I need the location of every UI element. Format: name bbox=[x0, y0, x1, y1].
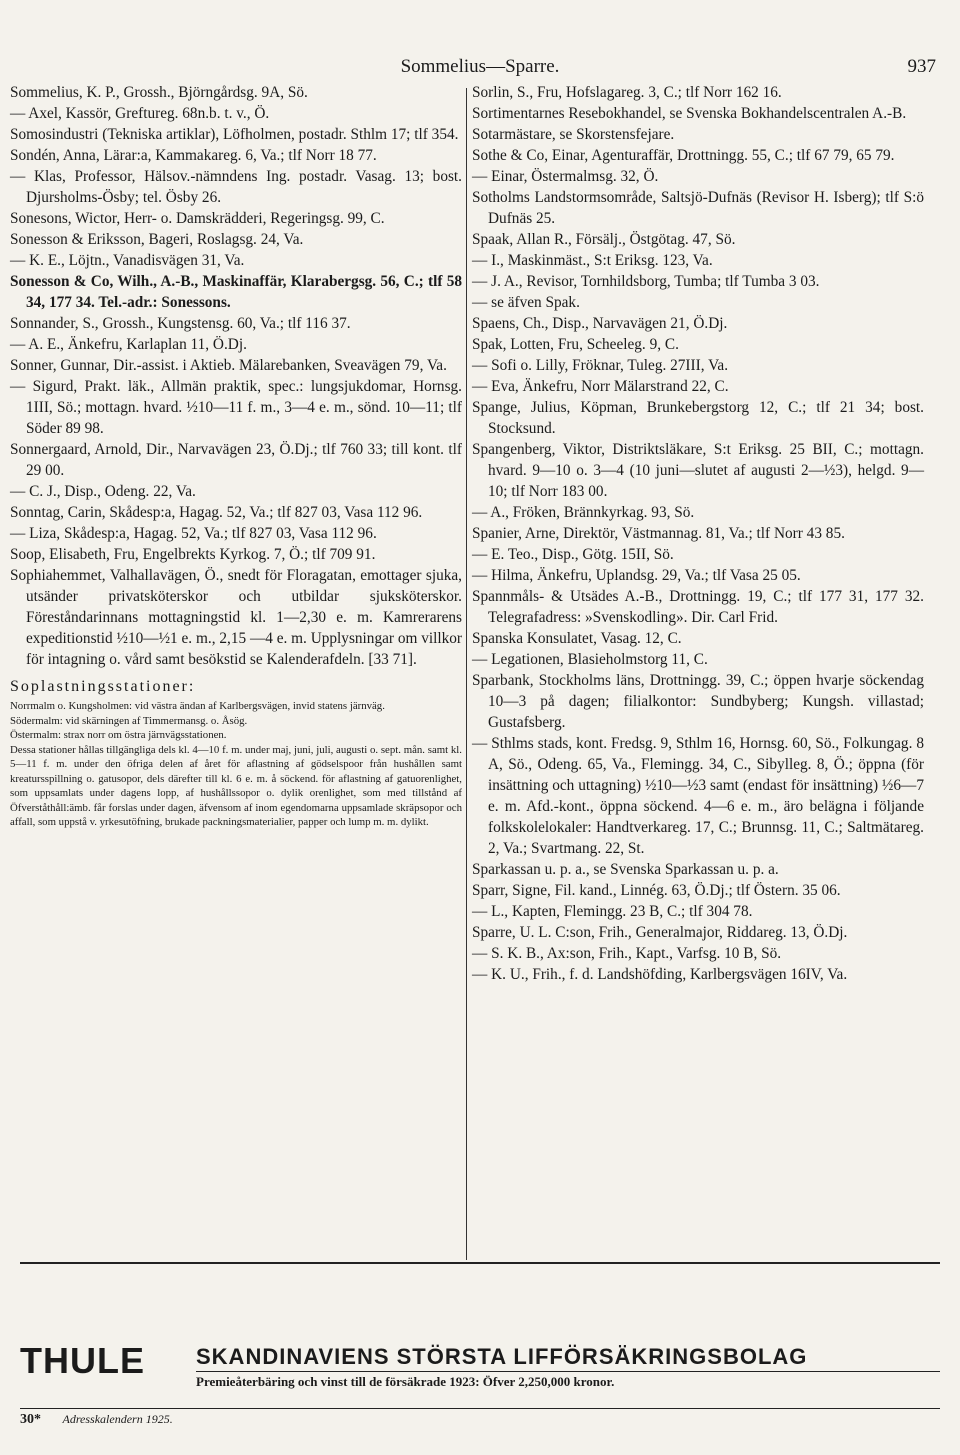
directory-entry: Sondén, Anna, Lärar:a, Kammakareg. 6, Va.; tlf Norr 18 77. bbox=[10, 147, 377, 164]
advertisement bbox=[20, 1340, 940, 1390]
signature-mark: 30* bbox=[20, 1412, 41, 1427]
advert-slogan-rule bbox=[196, 1371, 940, 1372]
directory-entry: — Sigurd, Prakt. läk., Allmän praktik, spec.: lungsjukdomar, Hornsg. 1III, Sö.; mottagn. hvard. ½10—11 f. m., 3—4 e. m., sönd. 10—11; tlf Söder 89 98. bbox=[10, 378, 462, 437]
small-print-paragraph: Norrmalm o. Kungsholmen: vid västra ändan af Karlbergsvägen, invid statens järnväg. bbox=[10, 700, 385, 712]
directory-entry: Spanska Konsulatet, Vasag. 12, C. bbox=[472, 630, 682, 647]
directory-entry: Sotholms Landstormsområde, Saltsjö-Dufnäs (Revisor H. Isberg); tlf S:ö Dufnäs 25. bbox=[472, 189, 924, 227]
directory-entry: — I., Maskinmäst., S:t Eriksg. 123, Va. bbox=[472, 252, 713, 269]
directory-entry: — S. K. B., Ax:son, Frih., Kapt., Varfsg. 10 B, Sö. bbox=[472, 945, 782, 962]
directory-entry: — Einar, Östermalmsg. 32, Ö. bbox=[472, 168, 659, 185]
directory-entry: Sonnergaard, Arnold, Dir., Narvavägen 23, Ö.Dj.; tlf 760 33; till kont. tlf 29 00. bbox=[10, 441, 462, 479]
page-footer bbox=[20, 1412, 173, 1428]
directory-entry: Sotarmästare, se Skorstensfejare. bbox=[472, 126, 675, 143]
advert-brand: THULE bbox=[20, 1340, 145, 1381]
directory-entry: Sommelius, K. P., Grossh., Björngårdsg. 9A, Sö. bbox=[10, 84, 308, 101]
directory-entry: — A. E., Änkefru, Karlaplan 11, Ö.Dj. bbox=[10, 336, 247, 353]
directory-entry: — C. J., Disp., Odeng. 22, Va. bbox=[10, 483, 196, 500]
advert-top-rule bbox=[20, 1262, 940, 1264]
directory-entry: Sparr, Signe, Fil. kand., Linnég. 63, Ö.Dj.; tlf Östern. 35 06. bbox=[472, 882, 841, 899]
publication-name: Adresskalendern 1925. bbox=[62, 1412, 173, 1426]
small-print-paragraph: Södermalm: vid skärningen af Timmermansg. o. Åsög. bbox=[10, 714, 248, 727]
directory-entry: Sonesson & Co, Wilh., A.-B., Maskinaffär, Klarabergsg. 56, C.; tlf 58 34, 177 34. Tel.-adr.: Sonessons. bbox=[10, 273, 462, 311]
directory-entry: — J. A., Revisor, Tornhildsborg, Tumba; tlf Tumba 3 03. bbox=[472, 273, 820, 290]
directory-entry: — K. E., Löjtn., Vanadisvägen 31, Va. bbox=[10, 252, 245, 269]
directory-entry: — A., Fröken, Brännkyrkag. 93, Sö. bbox=[472, 504, 695, 521]
directory-entry: — K. U., Frih., f. d. Landshöfding, Karlbergsvägen 16IV, Va. bbox=[472, 966, 848, 983]
directory-entry: Spak, Lotten, Fru, Scheeleg. 9, C. bbox=[472, 336, 679, 353]
directory-entry: Sothe & Co, Einar, Agenturaffär, Drottningg. 55, C.; tlf 67 79, 65 79. bbox=[472, 147, 895, 164]
directory-entry: Sparkassan u. p. a., se Svenska Sparkassan u. p. a. bbox=[472, 861, 779, 878]
directory-entry: Sonesons, Wictor, Herr- o. Damskrädderi, Regeringsg. 99, C. bbox=[10, 210, 385, 227]
column-divider bbox=[466, 88, 467, 1260]
directory-columns bbox=[10, 82, 950, 1262]
directory-entry: Spaens, Ch., Disp., Narvavägen 21, Ö.Dj. bbox=[472, 315, 728, 332]
directory-entry: Spannmåls- & Utsädes A.-B., Drottningg. 19, C.; tlf 177 31, 177 32. Telegrafadress: »Svenskodling». Dir. Carl Frid. bbox=[472, 588, 924, 626]
right-column bbox=[472, 82, 924, 985]
directory-entry: Spaak, Allan R., Försälj., Östgötag. 47, Sö. bbox=[472, 231, 736, 248]
directory-entry: Sonesson & Eriksson, Bageri, Roslagsg. 24, Va. bbox=[10, 231, 304, 248]
running-head bbox=[0, 56, 960, 82]
small-print-paragraph: Dessa stationer hållas tillgängliga dels kl. 4—10 f. m. under maj, juni, juli, augusti o. sept. mån. samt kl. 5—11 f. m. under den öfriga delen af året för aflastning af gödselspoor från hushållen samt kreatursspillning o. gatusopor, dels därefter till kl. 6 e. m. å söckend. för aflastning af gatuorenlighet, som uppsamlats under dagens lopp, af hushållssopor o. dylik orenlighet, som med tillstånd af Öfverståthåll:ämb. får forslas under dagen, äfvensom af inom egendomarna uppsamlade skräpsopor och affall, som uppstå v. yrkesutöfning, brukade packningsmaterialier, papper och lump m. m. dylikt. bbox=[10, 743, 462, 828]
directory-entry: Spanier, Arne, Direktör, Västmannag. 81, Va.; tlf Norr 43 85. bbox=[472, 525, 845, 542]
directory-entry: — se äfven Spak. bbox=[472, 294, 580, 311]
directory-entry: Sortimentarnes Resebokhandel, se Svenska Bokhandelscentralen A.-B. bbox=[472, 105, 907, 122]
directory-entry: — Sthlms stads, kont. Fredsg. 9, Sthlm 16, Hornsg. 60, Sö., Folkungag. 8 A, Sö., Odeng. 65, Va., Flemingg. 34, C., Sibylleg. 8, Ö.; öppna (för insättning och uttagning) ½10—½3 samt (endast för insättning) ½6—7 e. m. Afd.-kont., öppna söckend. 4—6 e. m., äro belägna i följande folkskolelokaler: Handtverkareg. 17, C.; Brunnsg. 11, C.; Saltmätareg. 2, Va.; Svartmang. 22, St. bbox=[472, 735, 924, 857]
directory-entry: — Eva, Änkefru, Norr Mälarstrand 22, C. bbox=[472, 378, 729, 395]
directory-entry: — Sofi o. Lilly, Fröknar, Tuleg. 27III, Va. bbox=[472, 357, 729, 374]
directory-entry: — Legationen, Blasieholmstorg 11, C. bbox=[472, 651, 708, 668]
directory-entry: Sparbank, Stockholms läns, Drottningg. 39, C.; öppen hvarje söckendag 10—3 på dagen; filialkontor: Sundbyberg; Kungsh. villastad; Gustafsberg. bbox=[472, 672, 924, 731]
directory-entry: Sophiahemmet, Valhallavägen, Ö., snedt för Floragatan, emottager sjuka, utsänder privatsköterskor och utbildar sjuksköterskor. Föreståndarinnans mottagningstid kl. 1—2,30 e. m. Kamrerarens expeditionstid ½10—½1 e. m., 2,15 —4 e. m. Upplysningar om villkor för intagning o. vård samt besökstid se Kalenderafdeln. [33 71]. bbox=[10, 567, 462, 668]
directory-entry: — Hilma, Änkefru, Uplandsg. 29, Va.; tlf Vasa 25 05. bbox=[472, 567, 801, 584]
advert-slogan: SKANDINAVIENS STÖRSTA LIFFÖRSÄKRINGSBOLAG bbox=[196, 1344, 808, 1369]
directory-entry: Sparre, U. L. C:son, Frih., Generalmajor, Riddareg. 13, Ö.Dj. bbox=[472, 924, 848, 941]
small-print-paragraph: Östermalm: strax norr om östra järnvägsstationen. bbox=[10, 729, 227, 741]
directory-entry: — E. Teo., Disp., Götg. 15II, Sö. bbox=[472, 546, 674, 563]
advert-bottom-rule bbox=[20, 1408, 940, 1409]
directory-entry: Sonntag, Carin, Skådesp:a, Hagag. 52, Va.; tlf 827 03, Vasa 112 96. bbox=[10, 504, 423, 521]
directory-entry: Sonner, Gunnar, Dir.-assist. i Aktieb. Mälarebanken, Sveavägen 79, Va. bbox=[10, 357, 447, 374]
directory-entry: Spangenberg, Viktor, Distriktsläkare, S:t Eriksg. 25 BII, C.; mottagn. hvard. 9—10 o. 3—4 (10 juni—slutet af augusti 2—½3), helgd. 9—10; tlf Norr 183 00. bbox=[472, 441, 924, 500]
directory-entry: Sorlin, S., Fru, Hofslagareg. 3, C.; tlf Norr 162 16. bbox=[472, 84, 782, 101]
page-number: 937 bbox=[907, 56, 936, 77]
directory-entry: — Liza, Skådesp:a, Hagag. 52, Va.; tlf 827 03, Vasa 112 96. bbox=[10, 525, 377, 542]
directory-entry: Spange, Julius, Köpman, Brunkebergstorg 12, C.; tlf 21 34; bost. Stocksund. bbox=[472, 399, 924, 437]
section-subhead: Soplastningsstationer: bbox=[10, 678, 196, 695]
directory-entry: Somosindustri (Tekniska artiklar), Löfholmen, postadr. Sthlm 17; tlf 354. bbox=[10, 126, 459, 143]
directory-entry: — Klas, Professor, Hälsov.-nämndens Ing. postadr. Vasag. 13; bost. Djursholms-Ösby; tel. Ösby 26. bbox=[10, 168, 462, 206]
advert-subline: Premieåterbäring och vinst till de försäkrade 1923: Öfver 2,250,000 kronor. bbox=[196, 1374, 615, 1389]
directory-entry: Sonnander, S., Grossh., Kungstensg. 60, Va.; tlf 116 37. bbox=[10, 315, 351, 332]
left-column bbox=[10, 82, 462, 830]
directory-entry: Soop, Elisabeth, Fru, Engelbrekts Kyrkog. 7, Ö.; tlf 709 91. bbox=[10, 546, 376, 563]
directory-entry: — Axel, Kassör, Greftureg. 68n.b. t. v., Ö. bbox=[10, 105, 270, 122]
running-title: Sommelius—Sparre. bbox=[400, 56, 560, 77]
directory-entry: — L., Kapten, Flemingg. 23 B, C.; tlf 304 78. bbox=[472, 903, 753, 920]
